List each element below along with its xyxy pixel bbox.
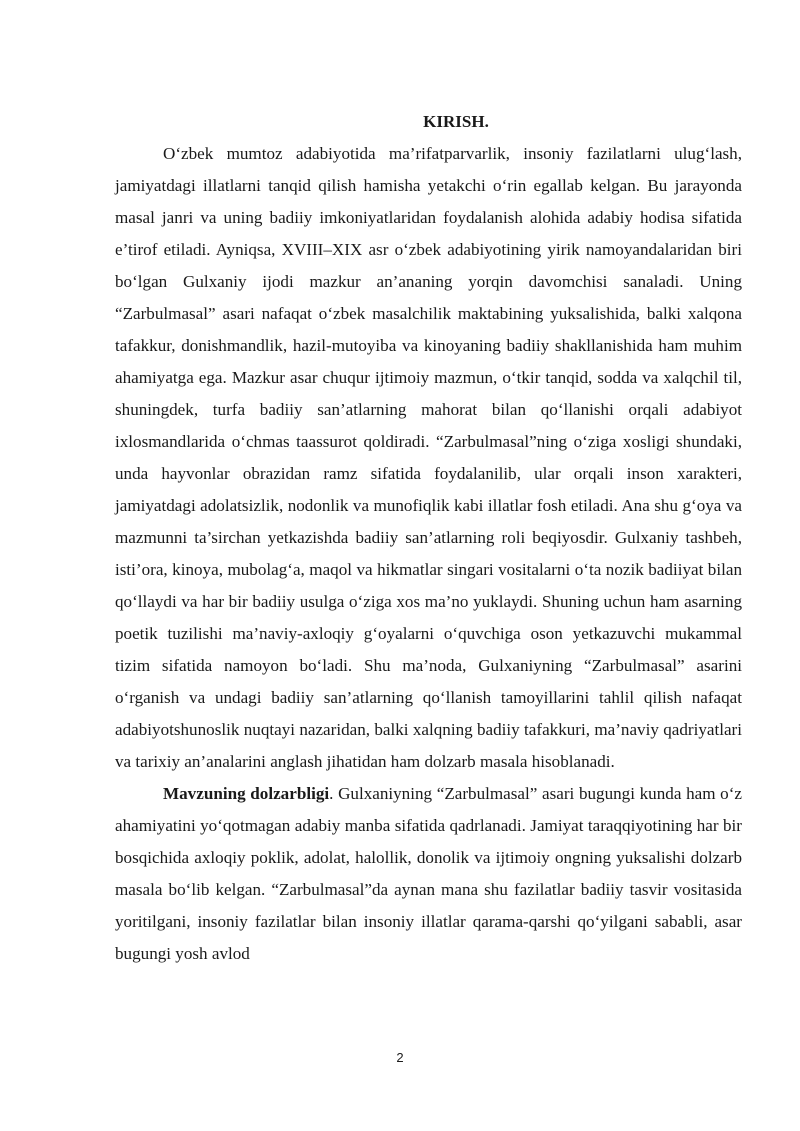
relevance-lead: Mavzuning dolzarbligi	[163, 784, 330, 803]
page-number: 2	[396, 1050, 404, 1065]
relevance-body: . Gulxaniyning “Zarbulmasal” asari bugungi kunda ham o‘z ahamiyatini yo‘qotmagan adabiy manba sifatida qadrlanadi. Jamiyat taraqqiyotining har bir bosqichida axloqiy poklik, adolat, halollik, donolik va ijtimoiy ongning yuksalishi dolzarb masala bo‘lib kelgan. “Zarbulmasal”da aynan mana shu fazilatlar badiiy tasvir vositasida yoritilgani, insoniy fazilatlar bilan insoniy illatlar qarama-qarshi qo‘yilgani sababli, asar bugungi yosh avlod	[115, 784, 742, 963]
document-page	[115, 110, 742, 970]
relevance-paragraph	[115, 778, 742, 970]
intro-paragraph: O‘zbek mumtoz adabiyotida ma’rifatparvarlik, insoniy fazilatlarni ulug‘lash, jamiyatdagi illatlarni tanqid qilish hamisha yetakchi o‘rin egallab kelgan. Bu jarayonda masal janri va uning badiiy imkoniyatlaridan foydalanish alohida adabiy hodisa sifatida e’tirof etiladi. Ayniqsa, XVIII–XIX asr o‘zbek adabiyotining yirik namoyandalaridan biri bo‘lgan Gulxaniy ijodi mazkur an’ananing yorqin davomchisi sanaladi. Uning “Zarbulmasal” asari nafaqat o‘zbek masalchilik maktabining yuksalishida, balki xalqona tafakkur, donishmandlik, hazil-mutoyiba va kinoyaning badiiy shakllanishida ham muhim ahamiyatga ega. Mazkur asar chuqur ijtimoiy mazmun, o‘tkir tanqid, sodda va xalqchil til, shuningdek, turfa badiiy san’atlarning mahorat bilan qo‘llanishi orqali adabiyot ixlosmandlarida o‘chmas taassurot qoldiradi. “Zarbulmasal”ning o‘ziga xosligi shundaki, unda hayvonlar obrazidan ramz sifatida foydalanilib, ular orqali inson xarakteri, jamiyatdagi adolatsizlik, nodonlik va munofiqlik kabi illatlar fosh etiladi. Ana shu g‘oya va mazmunni ta’sirchan yetkazishda badiiy san’atlarning roli beqiyosdir. Gulxaniy tashbeh, isti’ora, kinoya, mubolag‘a, maqol va hikmatlar singari vositalarni o‘ta nozik badiiyat bilan qo‘llaydi va har bir badiiy usulga o‘ziga xos ma’no yuklaydi. Shuning uchun ham asarning poetik tuzilishi ma’naviy-axloqiy g‘oyalarni o‘quvchiga oson yetkazuvchi mukammal tizim sifatida namoyon bo‘ladi. Shu ma’noda, Gulxaniyning “Zarbulmasal” asarini o‘rganish va undagi badiiy san’atlarning qo‘llanish tamoyillarini tahlil qilish nafaqat adabiyotshunoslik nuqtayi nazaridan, balki xalqning badiiy tafakkuri, ma’naviy qadriyatlari va tarixiy an’analarini anglash jihatidan ham dolzarb masala hisoblanadi.	[115, 144, 742, 771]
section-heading: KIRISH.	[423, 112, 489, 131]
